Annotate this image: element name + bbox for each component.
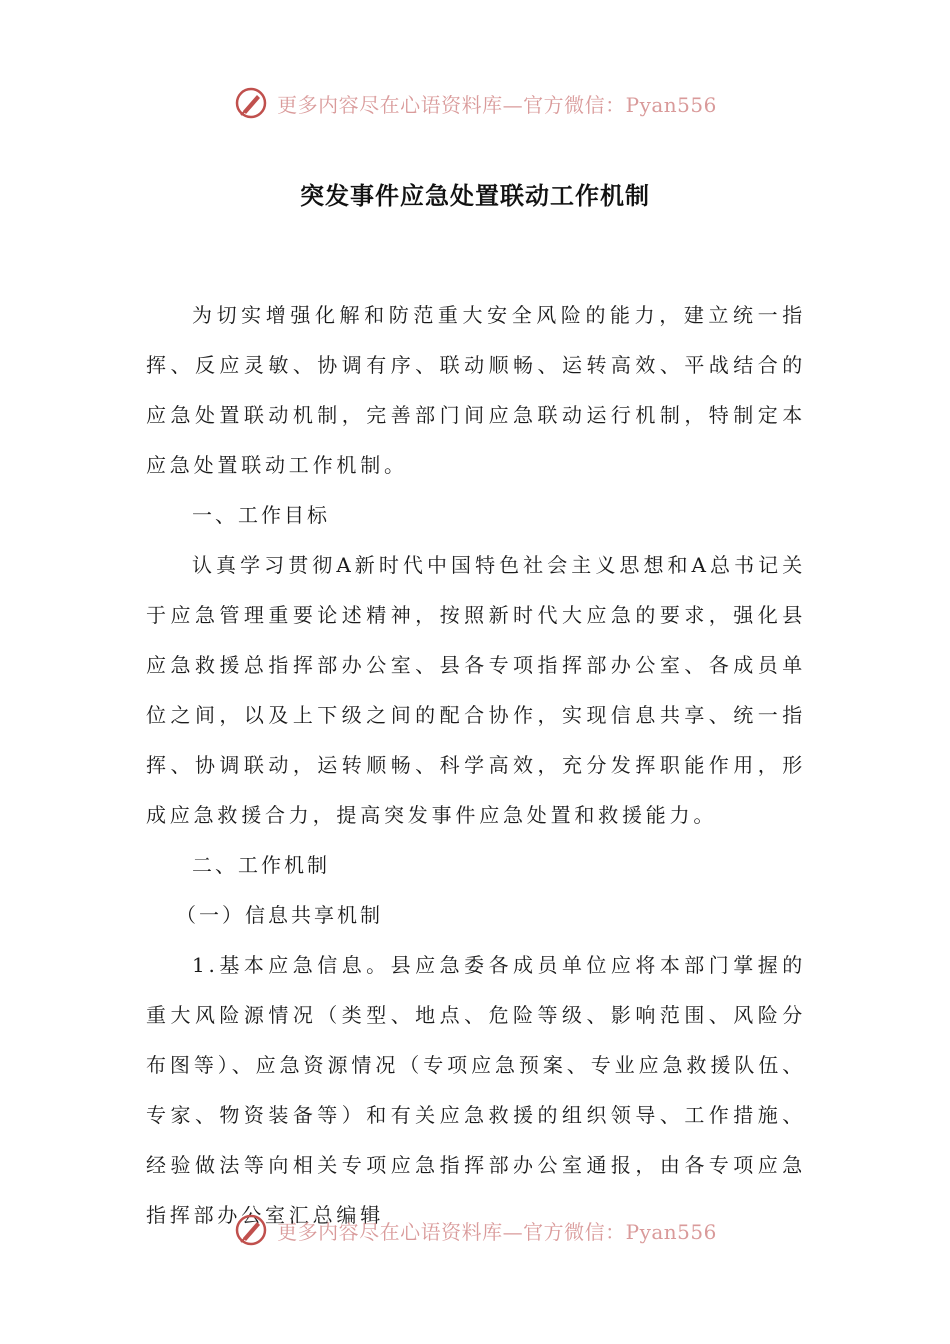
document-title: 突发事件应急处置联动工作机制 xyxy=(300,182,650,210)
banner-text: 更多内容尽在心语资料库—官方微信：Pyan556 xyxy=(277,1219,717,1244)
pen-circle-logo-icon xyxy=(233,1212,269,1248)
section-heading-goals: 一、工作目标 xyxy=(192,503,330,527)
document-body xyxy=(146,290,806,1240)
pen-circle-logo-icon xyxy=(233,85,269,121)
section-heading-mechanism: 二、工作机制 xyxy=(192,853,330,877)
intro-paragraph: 为切实增强化解和防范重大安全风险的能力，建立统一指挥、反应灵敏、协调有序、联动顺畅、运转高效、平战结合的应急处置联动机制，完善部门间应急联动运行机制，特制定本应急处置联动工作机制。 xyxy=(146,303,806,477)
goals-paragraph: 认真学习贯彻A新时代中国特色社会主义思想和A总书记关于应急管理重要论述精神，按照新时代大应急的要求，强化县应急救援总指挥部办公室、县各专项指挥部办公室、各成员单位之间，以及上下级之间的配合协作，实现信息共享、统一指挥、协调联动，运转顺畅、科学高效，充分发挥职能作用，形成应急救援合力，提高突发事件应急处置和救援能力。 xyxy=(146,553,806,827)
footer-banner xyxy=(0,1207,950,1253)
subsection-heading-info-sharing: （一）信息共享机制 xyxy=(176,903,383,927)
item-paragraph-basic-info: 1.基本应急信息。县应急委各成员单位应将本部门掌握的重大风险源情况（类型、地点、危险等级、影响范围、风险分布图等）、应急资源情况（专项应急预案、专业应急救援队伍、专家、物资装备等）和有关应急救援的组织领导、工作措施、经验做法等向相关专项应急指挥部办公室通报，由各专项应急指挥部办公室汇总编辑 xyxy=(146,953,806,1227)
header-banner xyxy=(0,80,950,126)
banner-text: 更多内容尽在心语资料库—官方微信：Pyan556 xyxy=(277,92,717,117)
